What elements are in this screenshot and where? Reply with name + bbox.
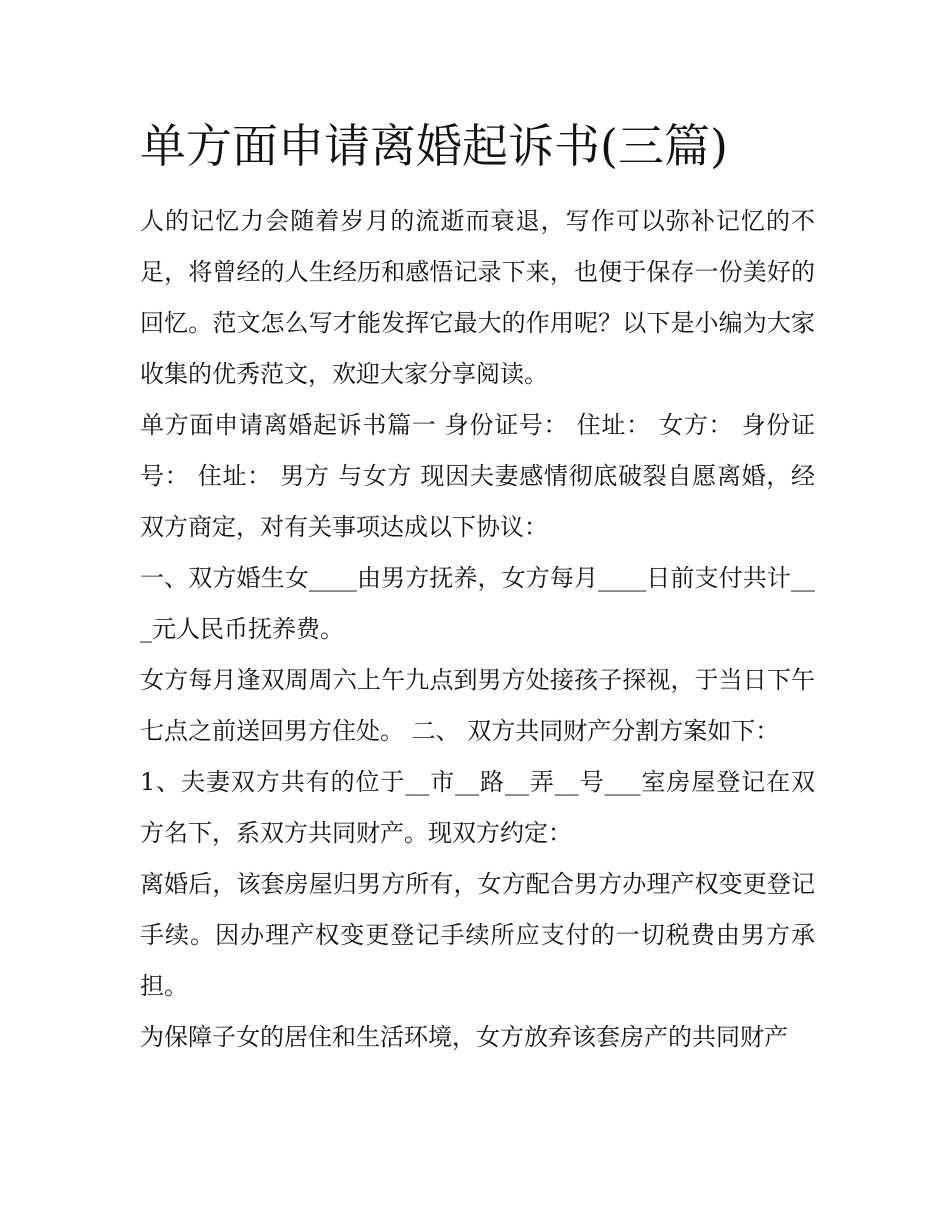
paragraph-property-1: 1、夫妻双方共有的位于__市__路__弄__号___室房屋登记在双方名下，系双方共同财产。现双方约定： [140, 768, 815, 847]
paragraph-property-waiver: 为保障子女的居住和生活环境，女方放弃该套房产的共同财产 [140, 1023, 788, 1051]
paragraph-custody: 一、双方婚生女____由男方抚养，女方每月____日前支付共计___元人民币抚养费。 [140, 564, 815, 643]
paragraph-visitation: 女方每月逢双周周六上午九点到男方处接孩子探视，于当日下午七点之前送回男方住处。 二、 双方共同财产分割方案如下： [140, 666, 815, 745]
paragraph-intro: 人的记忆力会随着岁月的流逝而衰退，写作可以弥补记忆的不足，将曾经的人生经历和感悟记录下来，也便于保存一份美好的回忆。范文怎么写才能发挥它最大的作用呢？以下是小编为大家收集的优秀范文，欢迎大家分享阅读。 [140, 207, 815, 388]
document-body [140, 196, 815, 1063]
document-title: 单方面申请离婚起诉书(三篇) [140, 119, 728, 173]
paragraph-property-ownership: 离婚后，该套房屋归男方所有，女方配合男方办理产权变更登记手续。因办理产权变更登记手续所应支付的一切税费由男方承担。 [140, 870, 815, 1000]
paragraph-part-one: 单方面申请离婚起诉书篇一 身份证号： 住址： 女方： 身份证号： 住址： 男方 与女方 现因夫妻感情彻底破裂自愿离婚，经双方商定，对有关事项达成以下协议： [140, 411, 815, 541]
